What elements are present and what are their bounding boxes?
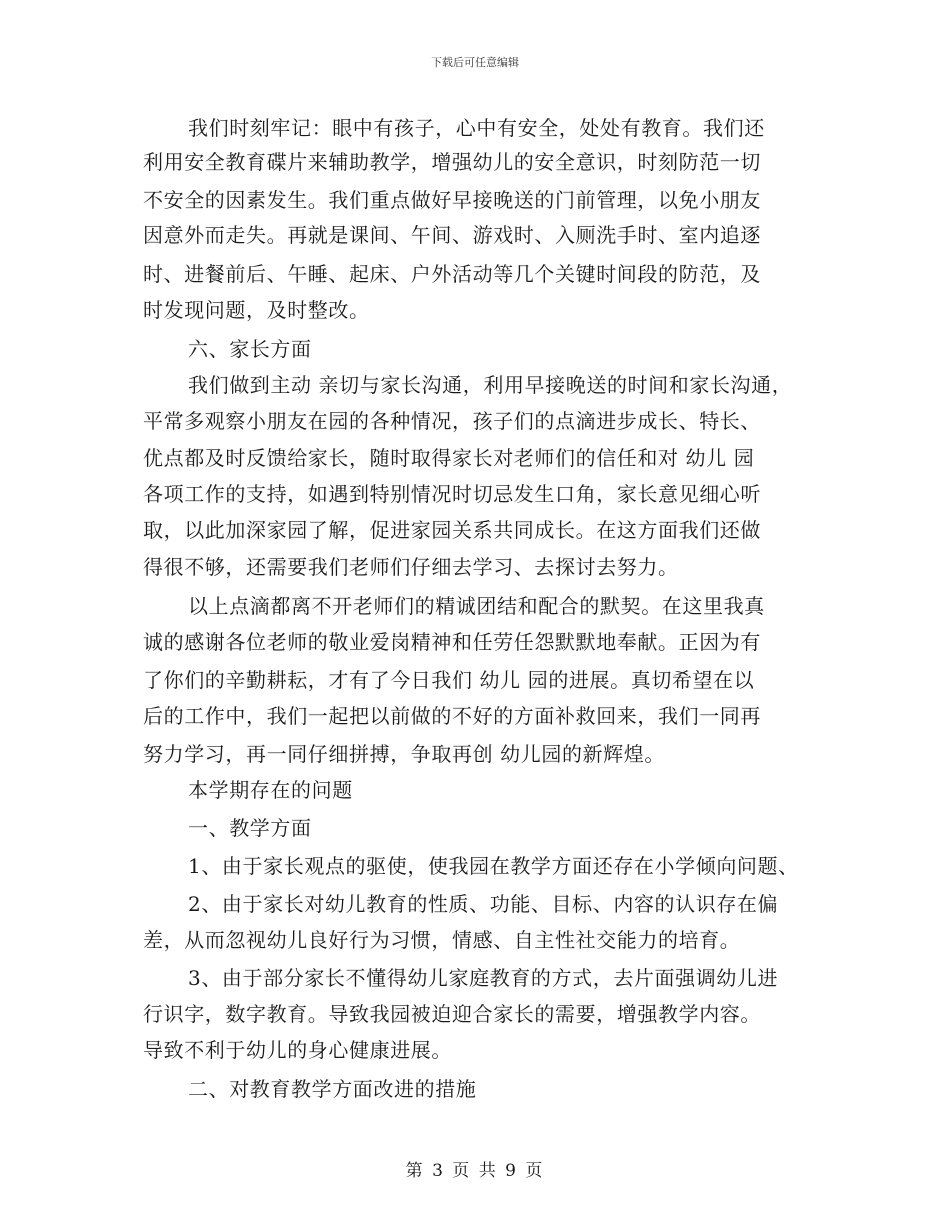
paragraph-line: 1、由于家长观点的驱使，使我园在教学方面还存在小学倾向问题、 — [188, 854, 799, 878]
paragraph-line: 优点都及时反馈给家长，随时取得家长对老师们的信任和对 幼儿 园 — [143, 446, 755, 470]
paragraph-line: 平常多观察小朋友在园的各种情况，孩子们的点滴进步成长、特长、 — [143, 409, 761, 433]
paragraph-line: 后的工作中，我们一起把以前做的不好的方面补救回来，我们一同再 — [143, 704, 761, 728]
paragraph-line: 利用安全教育碟片来辅助教学，增强幼儿的安全意识，时刻防范一切 — [143, 150, 761, 174]
paragraph-line: 取，以此加深家园了解，促进家园关系共同成长。在这方面我们还做 — [143, 518, 761, 542]
paragraph-line: 2、由于家长对幼儿教育的性质、功能、目标、内容的认识存在偏 — [188, 892, 779, 916]
section-heading: 六、家长方面 — [188, 337, 312, 361]
paragraph-line: 我们做到主动 亲切与家长沟通，利用早接晚送的时间和家长沟通， — [188, 373, 793, 397]
paragraph-line: 诚的感谢各位老师的敬业爱岗精神和任劳任怨默默地奉献。正因为有 — [143, 630, 761, 654]
page-header-note: 下载后可任意编辑 — [431, 56, 519, 69]
section-heading: 本学期存在的问题 — [188, 778, 353, 802]
paragraph-line: 行识字，数字教育。导致我园被迫迎合家长的需要，增强教学内容。 — [143, 1002, 761, 1026]
paragraph-line: 时、进餐前后、午睡、起床、户外活动等几个关键时间段的防范，及 — [143, 262, 761, 286]
paragraph-line: 时发现问题，及时整改。 — [143, 298, 370, 322]
paragraph-line: 因意外而走失。再就是课间、午间、游戏时、入厕洗手时、室内追逐 — [143, 223, 761, 247]
section-heading: 二、对教育教学方面改进的措施 — [188, 1077, 477, 1101]
paragraph-line: 各项工作的支持，如遇到特别情况时切忌发生口角，家长意见细心听 — [143, 482, 761, 506]
paragraph-line: 了你们的辛勤耕耘，才有了今日我们 幼儿 园的进展。真切希望在以 — [143, 668, 755, 692]
paragraph-line: 以上点滴都离不开老师们的精诚团结和配合的默契。在这里我真 — [188, 594, 765, 618]
paragraph-line: 导致不利于幼儿的身心健康进展。 — [143, 1038, 452, 1062]
paragraph-line: 3、由于部分家长不懂得幼儿家庭教育的方式，去片面强调幼儿进 — [188, 966, 779, 990]
page-number-footer: 第 3 页 共 9 页 — [405, 1161, 545, 1181]
paragraph-line: 不安全的因素发生。我们重点做好早接晚送的门前管理，以免小朋友 — [143, 188, 761, 212]
paragraph-line: 努力学习，再一同仔细拼搏，争取再创 幼儿园的新辉煌。 — [143, 742, 665, 766]
paragraph-line: 得很不够，还需要我们老师们仔细去学习、去探讨去努力。 — [143, 555, 679, 579]
paragraph-line: 我们时刻牢记：眼中有孩子，心中有安全，处处有教育。我们还 — [188, 116, 765, 140]
paragraph-line: 差，从而忽视幼儿良好行为习惯，情感、自主性社交能力的培育。 — [143, 928, 741, 952]
section-heading: 一、教学方面 — [188, 816, 312, 840]
